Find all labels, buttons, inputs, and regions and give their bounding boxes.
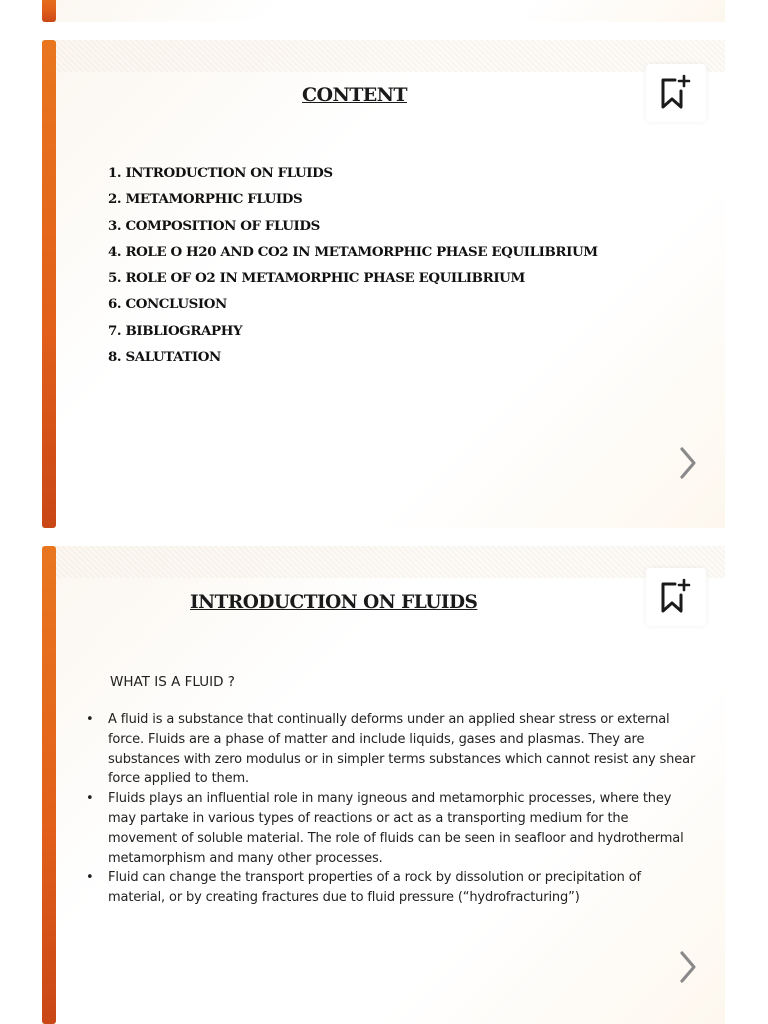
previous-slide-edge	[42, 0, 725, 22]
bullet-text: Fluid can change the transport properties of a rock by dissolution or precipitation of material, or by creating fractures due to fluid pressure (“hydrofracturing”)	[108, 870, 641, 906]
toc-item-2: 2. METAMORPHIC FLUIDS	[108, 191, 303, 208]
toc-item-6: 6. CONCLUSION	[108, 296, 227, 313]
slide-accent-bar	[42, 40, 56, 528]
table-of-contents	[108, 160, 598, 370]
bullet-item	[86, 710, 696, 789]
toc-item-3: 3. COMPOSITION OF FLUIDS	[108, 217, 320, 234]
chevron-right-icon[interactable]	[678, 446, 698, 480]
slide-accent-bar	[42, 0, 56, 22]
bullet-marker: •	[86, 791, 94, 807]
bullet-item	[86, 868, 696, 908]
content-title: CONTENT	[302, 84, 407, 106]
slide-accent-bar	[42, 546, 56, 1024]
bullet-list	[86, 710, 696, 908]
bullet-item	[86, 789, 696, 868]
slide-subheading: WHAT IS A FLUID ?	[110, 674, 235, 690]
bullet-text: Fluids plays an influential role in many igneous and metamorphic processes, where they may partake in various types of reactions or act as a transporting medium for the movement of soluble material. The role of fluids can be seen in seafloor and hydrothermal metamorphism and many other processes.	[108, 791, 684, 866]
toc-item-8: 8. SALUTATION	[108, 349, 221, 366]
toc-item-1: 1. INTRODUCTION ON FLUIDS	[108, 165, 333, 181]
introduction-title: INTRODUCTION ON FLUIDS	[190, 592, 478, 613]
toc-item-7: 7. BIBLIOGRAPHY	[108, 322, 243, 339]
bullet-text: A fluid is a substance that continually deforms under an applied shear stress or external force. Fluids are a phase of matter and include liquids, gases and plasmas. They are substances with zero modulus or in simpler terms substances which cannot resist any shear force applied to them.	[108, 712, 696, 787]
bookmark-button[interactable]	[646, 64, 706, 122]
bookmark-add-icon	[660, 578, 692, 616]
bookmark-button[interactable]	[646, 568, 706, 626]
chevron-right-icon[interactable]	[678, 950, 698, 984]
toc-item-4: 4. ROLE O H20 AND CO2 IN METAMORPHIC PHASE EQUILIBRIUM	[108, 243, 598, 260]
bullet-marker: •	[86, 870, 94, 886]
bookmark-add-icon	[660, 74, 692, 112]
slide-texture-strip	[42, 546, 725, 578]
bullet-marker: •	[86, 712, 94, 727]
toc-item-5: 5. ROLE OF O2 IN METAMORPHIC PHASE EQUILIBRIUM	[108, 270, 525, 287]
slide-texture-strip	[42, 40, 725, 72]
